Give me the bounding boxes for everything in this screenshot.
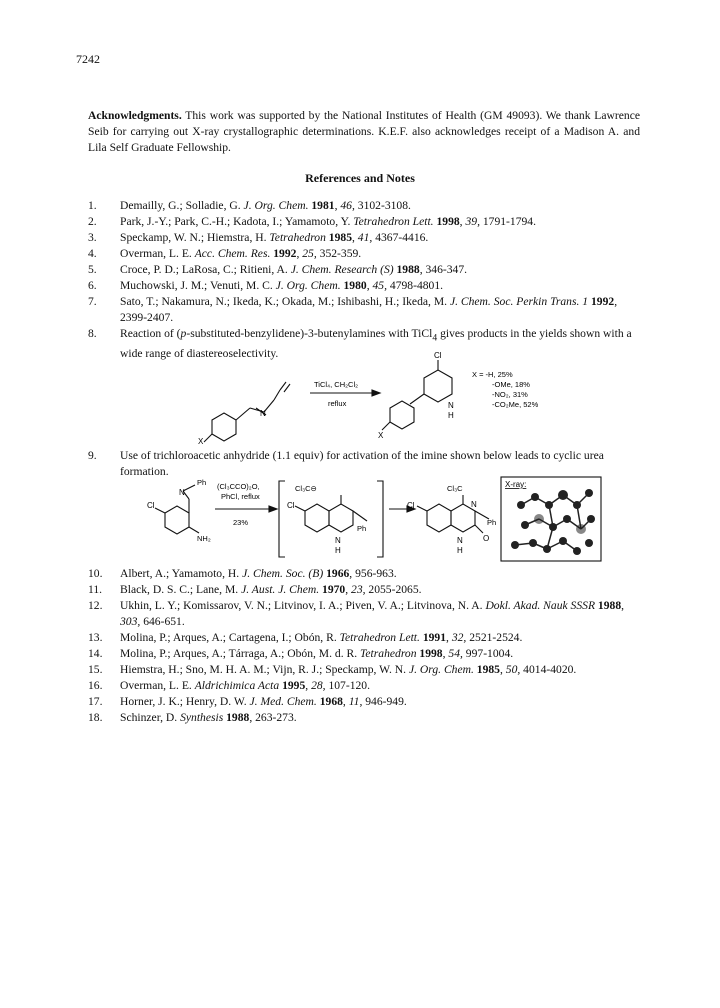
reference-segment: 39,: [465, 215, 480, 228]
reference-segment: Tetrahedron Lett.: [353, 215, 434, 228]
acknowledgments-paragraph: [88, 108, 640, 156]
reference-segment: 1998: [416, 647, 443, 660]
reference-segment: Dokl. Akad. Nauk SSSR: [485, 599, 596, 612]
reference-text: [120, 678, 640, 694]
reference-text: [120, 662, 640, 678]
reference-segment: J. Org. Chem.: [408, 663, 474, 676]
reference-segment: Ukhin, L. Y.; Komissarov, V. N.; Litvinov, I. A.; Piven, V. A.; Litvinova, N. A.: [120, 599, 486, 612]
reference-segment: ,: [621, 599, 625, 612]
reference-number: 6.: [88, 279, 97, 292]
reference-text: [120, 246, 640, 262]
scheme1-yield-3: -NO₂, 31%: [492, 390, 528, 399]
reference-segment: Molina, P.; Arques, A.; Cartagena, I.; Obón, R.: [120, 631, 340, 644]
scheme2-product-ph: Ph: [487, 518, 497, 527]
reference-segment: 1992: [270, 247, 297, 260]
scheme2-ph-label: Ph: [197, 478, 207, 487]
reference-segment: 1998: [433, 215, 460, 228]
scheme1-product-x-label: X: [378, 431, 384, 440]
reference-segment: 1992: [588, 295, 615, 308]
scheme2-reagents: (Cl₃CCO)₂O,: [217, 482, 260, 491]
reference-segment: 997-1004.: [462, 647, 514, 660]
reference-number: 3.: [88, 231, 97, 244]
reference-segment: , 956-963.: [349, 567, 397, 580]
reference-number: 12.: [88, 599, 103, 612]
reference-segment: Tetrahedron: [360, 647, 417, 660]
reference-segment: J. Chem. Soc. Perkin Trans. 1: [449, 295, 589, 308]
reference-number: 17.: [88, 695, 103, 708]
reference-segment: , 263-273.: [249, 711, 297, 724]
scheme2-product-h: H: [457, 546, 463, 555]
scheme1-yield-4: -CO₂Me, 52%: [492, 400, 539, 409]
reference-text: [120, 198, 640, 214]
scheme2-intermediate-cl: Cl: [287, 501, 295, 510]
scheme1-product-n-label: N: [448, 401, 454, 410]
reference-number: 7.: [88, 295, 97, 308]
reference-segment: 1968: [316, 695, 343, 708]
reference-text: [120, 214, 640, 230]
reference-segment: 1988: [393, 263, 420, 276]
scheme2-product-n: N: [471, 500, 477, 509]
reference-segment: Park, J.-Y.; Park, C.-H.; Kadota, I.; Yamamoto, Y.: [120, 215, 354, 228]
scheme2-product-o: O: [483, 534, 490, 543]
reference-segment: 4798-4801.: [387, 279, 444, 292]
reference-segment: 646-651.: [140, 615, 185, 628]
reference-segment: 3102-3108.: [354, 199, 411, 212]
reference-segment: 4: [432, 332, 438, 344]
reference-segment: Aldrichimica Acta: [194, 679, 280, 692]
reference-segment: 303,: [120, 615, 141, 628]
reference-number: 4.: [88, 247, 97, 260]
reference-segment: 45,: [372, 279, 387, 292]
benzene-ring-icon: [212, 413, 236, 441]
reference-segment: 1985: [473, 663, 500, 676]
reference-segment: , 2399-2407.: [120, 295, 618, 324]
reference-segment: Schinzer, D.: [120, 711, 181, 724]
scheme1-n-label: N: [260, 409, 266, 418]
reference-segment: 1791-1794.: [479, 215, 537, 228]
reference-segment: -substituted-benzylidene)-3-butenylamines with TiCl: [186, 327, 433, 340]
reference-segment: ,: [459, 215, 466, 228]
reference-segment: J. Aust. J. Chem.: [241, 583, 320, 596]
reference-text: [120, 630, 640, 646]
reference-segment: Horner, J. K.; Henry, D. W.: [120, 695, 250, 708]
reference-segment: gives products in the yields shown with a wide range of diastereoselectivity.: [120, 327, 632, 361]
scheme2-yield: 23%: [233, 518, 249, 527]
scheme2-intermediate-h: H: [335, 546, 341, 555]
reference-segment: ,: [334, 199, 341, 212]
reference-number: 18.: [88, 711, 103, 724]
reference-segment: 4014-4020.: [520, 663, 577, 676]
reference-segment: 946-949.: [362, 695, 407, 708]
reference-segment: 1991: [419, 631, 447, 644]
reference-segment: 41,: [357, 231, 373, 244]
reference-segment: Overman, L. E.: [120, 679, 195, 692]
scheme1-reagents: TiCl₄, CH₂Cl₂: [314, 380, 359, 389]
reference-segment: 1988: [595, 599, 622, 612]
reference-segment: Croce, P. D.; LaRosa, C.; Ritieni, A.: [120, 263, 291, 276]
reference-segment: Molina, P.; Arques, A.; Tárraga, A.; Obón, M. d. R.: [120, 647, 361, 660]
reference-segment: 32,: [451, 631, 467, 644]
reference-segment: Sato, T.; Nakamura, N.; Ikeda, K.; Okada, M.; Ishibashi, H.; Ikeda, M.: [120, 295, 450, 308]
reference-segment: J. Chem. Soc. (B): [242, 567, 324, 580]
reference-segment: ,: [446, 631, 452, 644]
reference-segment: ,: [366, 279, 373, 292]
reference-text: [120, 598, 640, 630]
scheme1-x-label: X: [198, 437, 204, 446]
reference-segment: Speckamp, W. N.; Hiemstra, H.: [120, 231, 270, 244]
xray-label: X-ray:: [505, 480, 527, 489]
scheme2-intermediate-ph: Ph: [357, 524, 367, 533]
scheme1-yield-1: X = -H, 25%: [472, 370, 513, 379]
scheme2-n-label: N: [179, 488, 185, 497]
reference-segment: J. Org. Chem.: [243, 199, 309, 212]
reference-segment: Reaction of (: [120, 327, 181, 340]
scheme2-cl-label: Cl: [147, 501, 155, 510]
reference-segment: Demailly, G.; Solladie, G.: [120, 199, 244, 212]
reference-segment: ,: [345, 583, 352, 596]
page-number: 7242: [76, 52, 100, 66]
reference-number: 13.: [88, 631, 103, 644]
scheme1-yield-2: -OMe, 18%: [492, 380, 530, 389]
reference-segment: 1995: [279, 679, 306, 692]
reference-segment: 46,: [340, 199, 355, 212]
reference-segment: 23,: [351, 583, 366, 596]
reference-number: 5.: [88, 263, 97, 276]
reference-segment: 1981: [308, 199, 335, 212]
reference-segment: p: [180, 327, 187, 340]
reference-segment: 1988: [223, 711, 250, 724]
reference-segment: Muchowski, J. M.; Venuti, M. C.: [120, 279, 276, 292]
reference-text: [120, 278, 640, 294]
reference-segment: Tetrahedron: [269, 231, 326, 244]
reference-segment: 28,: [311, 679, 326, 692]
scheme2-nh2-label: NH₂: [197, 534, 211, 543]
reference-text: [120, 646, 640, 662]
reference-segment: 107-120.: [325, 679, 371, 692]
reference-text: [120, 694, 640, 710]
reference-number: 1.: [88, 199, 97, 212]
reference-segment: 2055-2065.: [365, 583, 422, 596]
reference-segment: Synthesis: [180, 711, 224, 724]
reference-text: [120, 710, 640, 726]
reference-segment: 1980: [340, 279, 367, 292]
scheme1-cl-label: Cl: [434, 351, 442, 360]
reference-number: 14.: [88, 647, 103, 660]
reference-text: [120, 294, 640, 326]
reference-segment: J. Org. Chem.: [275, 279, 341, 292]
scheme-1-reaction: [200, 350, 620, 445]
reference-segment: J. Chem. Research (S): [290, 263, 394, 276]
reference-segment: 50,: [505, 663, 521, 676]
scheme2-product-cl: Cl: [407, 501, 415, 510]
reference-segment: 54,: [448, 647, 463, 660]
reference-segment: ,: [296, 247, 303, 260]
reference-segment: 1970: [319, 583, 346, 596]
scheme2-intermediate-n: N: [335, 536, 341, 545]
reference-segment: 1985: [325, 231, 352, 244]
scheme2-conditions: PhCl, reflux: [221, 492, 260, 501]
reference-number: 15.: [88, 663, 103, 676]
reference-segment: Acc. Chem. Res.: [194, 247, 271, 260]
reference-segment: Albert, A.; Yamamoto, H.: [120, 567, 243, 580]
reference-segment: 2521-2524.: [466, 631, 523, 644]
reference-number: 16.: [88, 679, 103, 692]
reference-segment: ,: [499, 663, 506, 676]
reference-text: [120, 582, 640, 598]
reference-segment: 4367-4416.: [372, 231, 429, 244]
reference-text: [120, 230, 640, 246]
reference-number: 8.: [88, 327, 97, 340]
scheme1-h-label: H: [448, 411, 454, 420]
acknowledgments-heading: Acknowledgments.: [88, 109, 182, 122]
scheme-2-reaction: [145, 475, 625, 570]
scheme2-product-ccl3: Cl₃C: [447, 484, 463, 493]
reference-number: 10.: [88, 567, 103, 580]
reference-segment: Use of trichloroacetic anhydride (1.1 equiv) for activation of the imine shown below leads to cyclic urea formation.: [120, 449, 604, 478]
reference-number: 9.: [88, 449, 97, 462]
reference-segment: ,: [342, 695, 349, 708]
reference-text: [120, 262, 640, 278]
references-title: References and Notes: [305, 171, 415, 185]
scheme2-product-n2: N: [457, 536, 463, 545]
reference-segment: Overman, L. E.: [120, 247, 195, 260]
reference-segment: Tetrahedron Lett.: [339, 631, 420, 644]
reference-segment: 25,: [302, 247, 317, 260]
reference-number: 2.: [88, 215, 97, 228]
reference-segment: 11,: [348, 695, 363, 708]
scheme1-conditions: reflux: [328, 399, 347, 408]
reference-segment: 352-359.: [316, 247, 362, 260]
reference-segment: J. Med. Chem.: [249, 695, 317, 708]
reference-segment: , 346-347.: [419, 263, 468, 276]
acknowledgments-text: This work was supported by the National Institutes of Health (GM 49093). We thank Lawrence Seib for carrying out X-ray crystallographic determinations. K.E.F. also acknowledges receipt of a Madison A. and Lila Self Graduate Fellowship.: [88, 109, 640, 154]
reference-segment: Black, D. S. C.; Lane, M.: [120, 583, 242, 596]
reference-number: 11.: [88, 583, 103, 596]
reference-segment: ,: [305, 679, 312, 692]
reference-segment: Hiemstra, H.; Sno, M. H. A. M.; Vijn, R. J.; Speckamp, W. N.: [120, 663, 409, 676]
reference-segment: ,: [352, 231, 358, 244]
reference-segment: 1966: [323, 567, 350, 580]
reference-segment: ,: [442, 647, 449, 660]
scheme2-ccl3-anion: Cl₃C⊖: [295, 484, 317, 493]
